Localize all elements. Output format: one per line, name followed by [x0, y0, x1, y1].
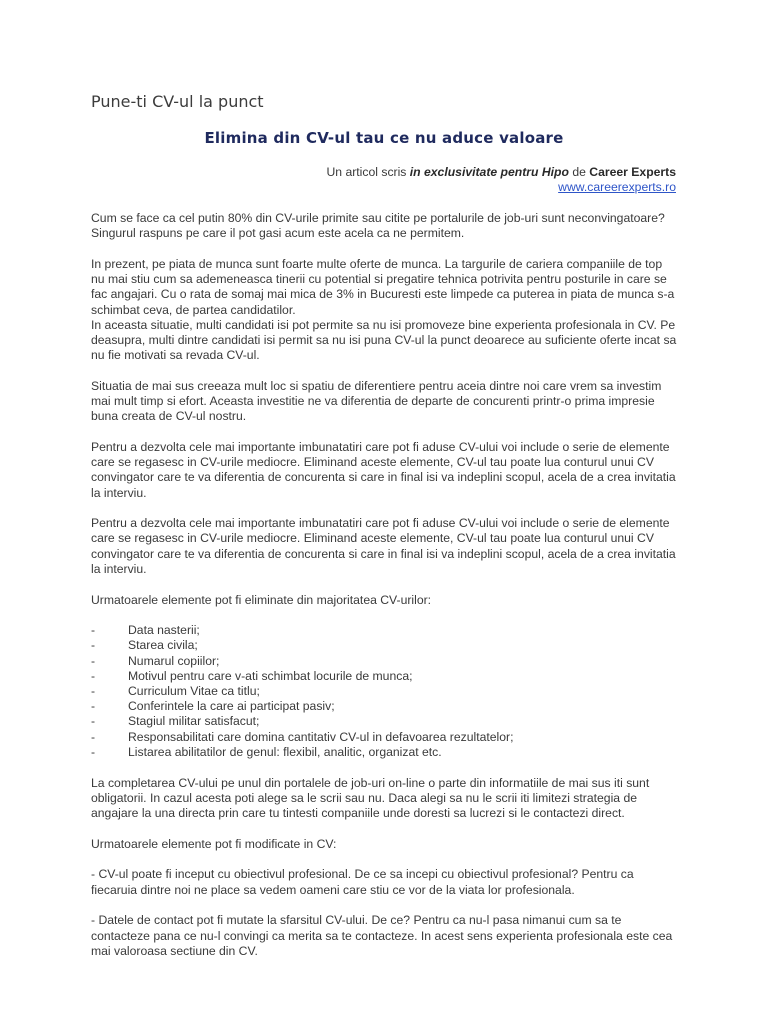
list-item-text: Data nasterii;: [128, 623, 200, 638]
list-item: [91, 745, 679, 760]
list-item: [91, 669, 679, 684]
paragraph: In aceasta situatie, multi candidati isi pot permite sa nu isi promoveze bine experienta profesionala in CV. Pe deasupra, multi dintre candidati isi permit sa nu isi puna CV-ul la punct deoarece au suficiente oferte incat sa nu fie motivati sa revada CV-ul.: [91, 317, 677, 363]
paragraph: Urmatoarele elemente pot fi eliminate din majoritatea CV-urilor:: [91, 592, 432, 607]
paragraph: Situatia de mai sus creeaza mult loc si spatiu de diferentiere pentru aceia dintre noi care vrem sa investim mai mult timp si efort. Aceasta investitie ne va diferentia de departe de concurenti printr-o prima impresie buna creata de CV-ul nostru.: [91, 378, 662, 424]
list-item-text: Motivul pentru care v-ati schimbat locurile de munca;: [128, 668, 413, 683]
list-dash: -: [91, 638, 96, 653]
list-item-text: Stagiul militar satisfacut;: [128, 714, 260, 729]
list-dash: -: [91, 714, 96, 729]
paragraph: In prezent, pe piata de munca sunt foarte multe oferte de munca. La targurile de cariera companiile de top nu mai stiu cum sa ademeneasca tinerii cu potential si pregatire tehnica potrivita pentru posturile in care se fac angajari. Cu o rata de somaj mai mica de 3% in Bucuresti este limpede ca puterea in piata de munca s-a schimbat ceva, de partea candidatilor.: [91, 256, 675, 317]
list-dash: -: [91, 653, 96, 668]
website-link[interactable]: www.careerexperts.ro: [558, 180, 676, 194]
list-dash: -: [91, 684, 96, 699]
list-dash: -: [91, 744, 96, 759]
paragraph: Urmatoarele elemente pot fi modificate in CV:: [91, 836, 337, 851]
paragraph: - Datele de contact pot fi mutate la sfarsitul CV-ului. De ce? Pentru ca nu-l pasa nimanui cum sa te contacteze pana ce nu-l convingi ca merita sa te contacteze. In acest sens experienta profesionala este cea mai valoroasa sectiune din CV.: [91, 913, 673, 958]
page-title: Pune-ti CV-ul la punct: [91, 92, 264, 111]
list-item: [91, 684, 679, 699]
byline-emphasis: in exclusivitate pentru Hipo: [409, 165, 569, 179]
list-dash: -: [91, 699, 96, 714]
list-item-text: Listarea abilitatilor de genul: flexibil, analitic, organizat etc.: [128, 744, 442, 759]
article-body: [91, 211, 679, 974]
list-dash: -: [91, 729, 96, 744]
list-item: [91, 714, 679, 729]
list-item-text: Responsabilitati care domina cantitativ CV-ul in defavoarea rezultatelor;: [128, 729, 514, 744]
list-item: [91, 730, 679, 745]
paragraph: Cum se face ca cel putin 80% din CV-urile primite sau citite pe portalurile de job-uri sunt neconvingatoare? Singurul raspuns pe care il pot gasi acum este acela ca ne permitem.: [91, 211, 665, 241]
paragraph: Pentru a dezvolta cele mai importante imbunatatiri care pot fi aduse CV-ului voi include o serie de elemente care se regasesc in CV-urile mediocre. Eliminand aceste elemente, CV-ul tau poate lua conturul unui CV convingator care te va diferentia de concurenta si care in final isi va indeplini scopul, acela de a crea invitatia la interviu.: [91, 439, 676, 500]
list-item: [91, 699, 679, 714]
list-item: [91, 654, 679, 669]
list-item: [91, 623, 679, 638]
elements-list: [91, 623, 679, 760]
list-dash: -: [91, 668, 96, 683]
byline: [326, 165, 676, 195]
byline-prefix: Un articol scris: [326, 165, 410, 179]
list-dash: -: [91, 623, 96, 638]
list-item-text: Numarul copiilor;: [128, 653, 220, 668]
paragraph: Pentru a dezvolta cele mai importante imbunatatiri care pot fi aduse CV-ului voi include o serie de elemente care se regasesc in CV-urile mediocre. Eliminand aceste elemente, CV-ul tau poate lua conturul unui CV convingator care te va diferentia de concurenta si care in final isi va indeplini scopul, acela de a crea invitatia la interviu.: [91, 516, 676, 576]
paragraph: - CV-ul poate fi inceput cu obiectivul profesional. De ce sa incepi cu obiectivul profesional? Pentru ca fiecaruia dintre noi ne place sa vedem oameni care stiu ce vor de la viata lor profesionala.: [91, 867, 634, 897]
list-item-text: Curriculum Vitae ca titlu;: [128, 684, 260, 699]
list-item-text: Starea civila;: [128, 638, 198, 653]
paragraph: La completarea CV-ului pe unul din portalele de job-uri on-line o parte din informatiile de mai sus iti sunt obligatorii. In cazul acesta poti alege sa le scrii sau nu. Daca alegi sa nu le scrii iti limitezi strategia de angajare la una directa prin care tu tintesti companiile unde doresti sa lucrezi si le contactezi direct.: [91, 775, 650, 820]
byline-middle: de: [568, 165, 590, 179]
list-item: [91, 638, 679, 653]
list-item-text: Conferintele la care ai participat pasiv;: [128, 699, 335, 714]
byline-brand: Career Experts: [589, 165, 676, 179]
article-subtitle: Elimina din CV-ul tau ce nu aduce valoare: [204, 129, 564, 147]
byline-line: [326, 165, 676, 180]
